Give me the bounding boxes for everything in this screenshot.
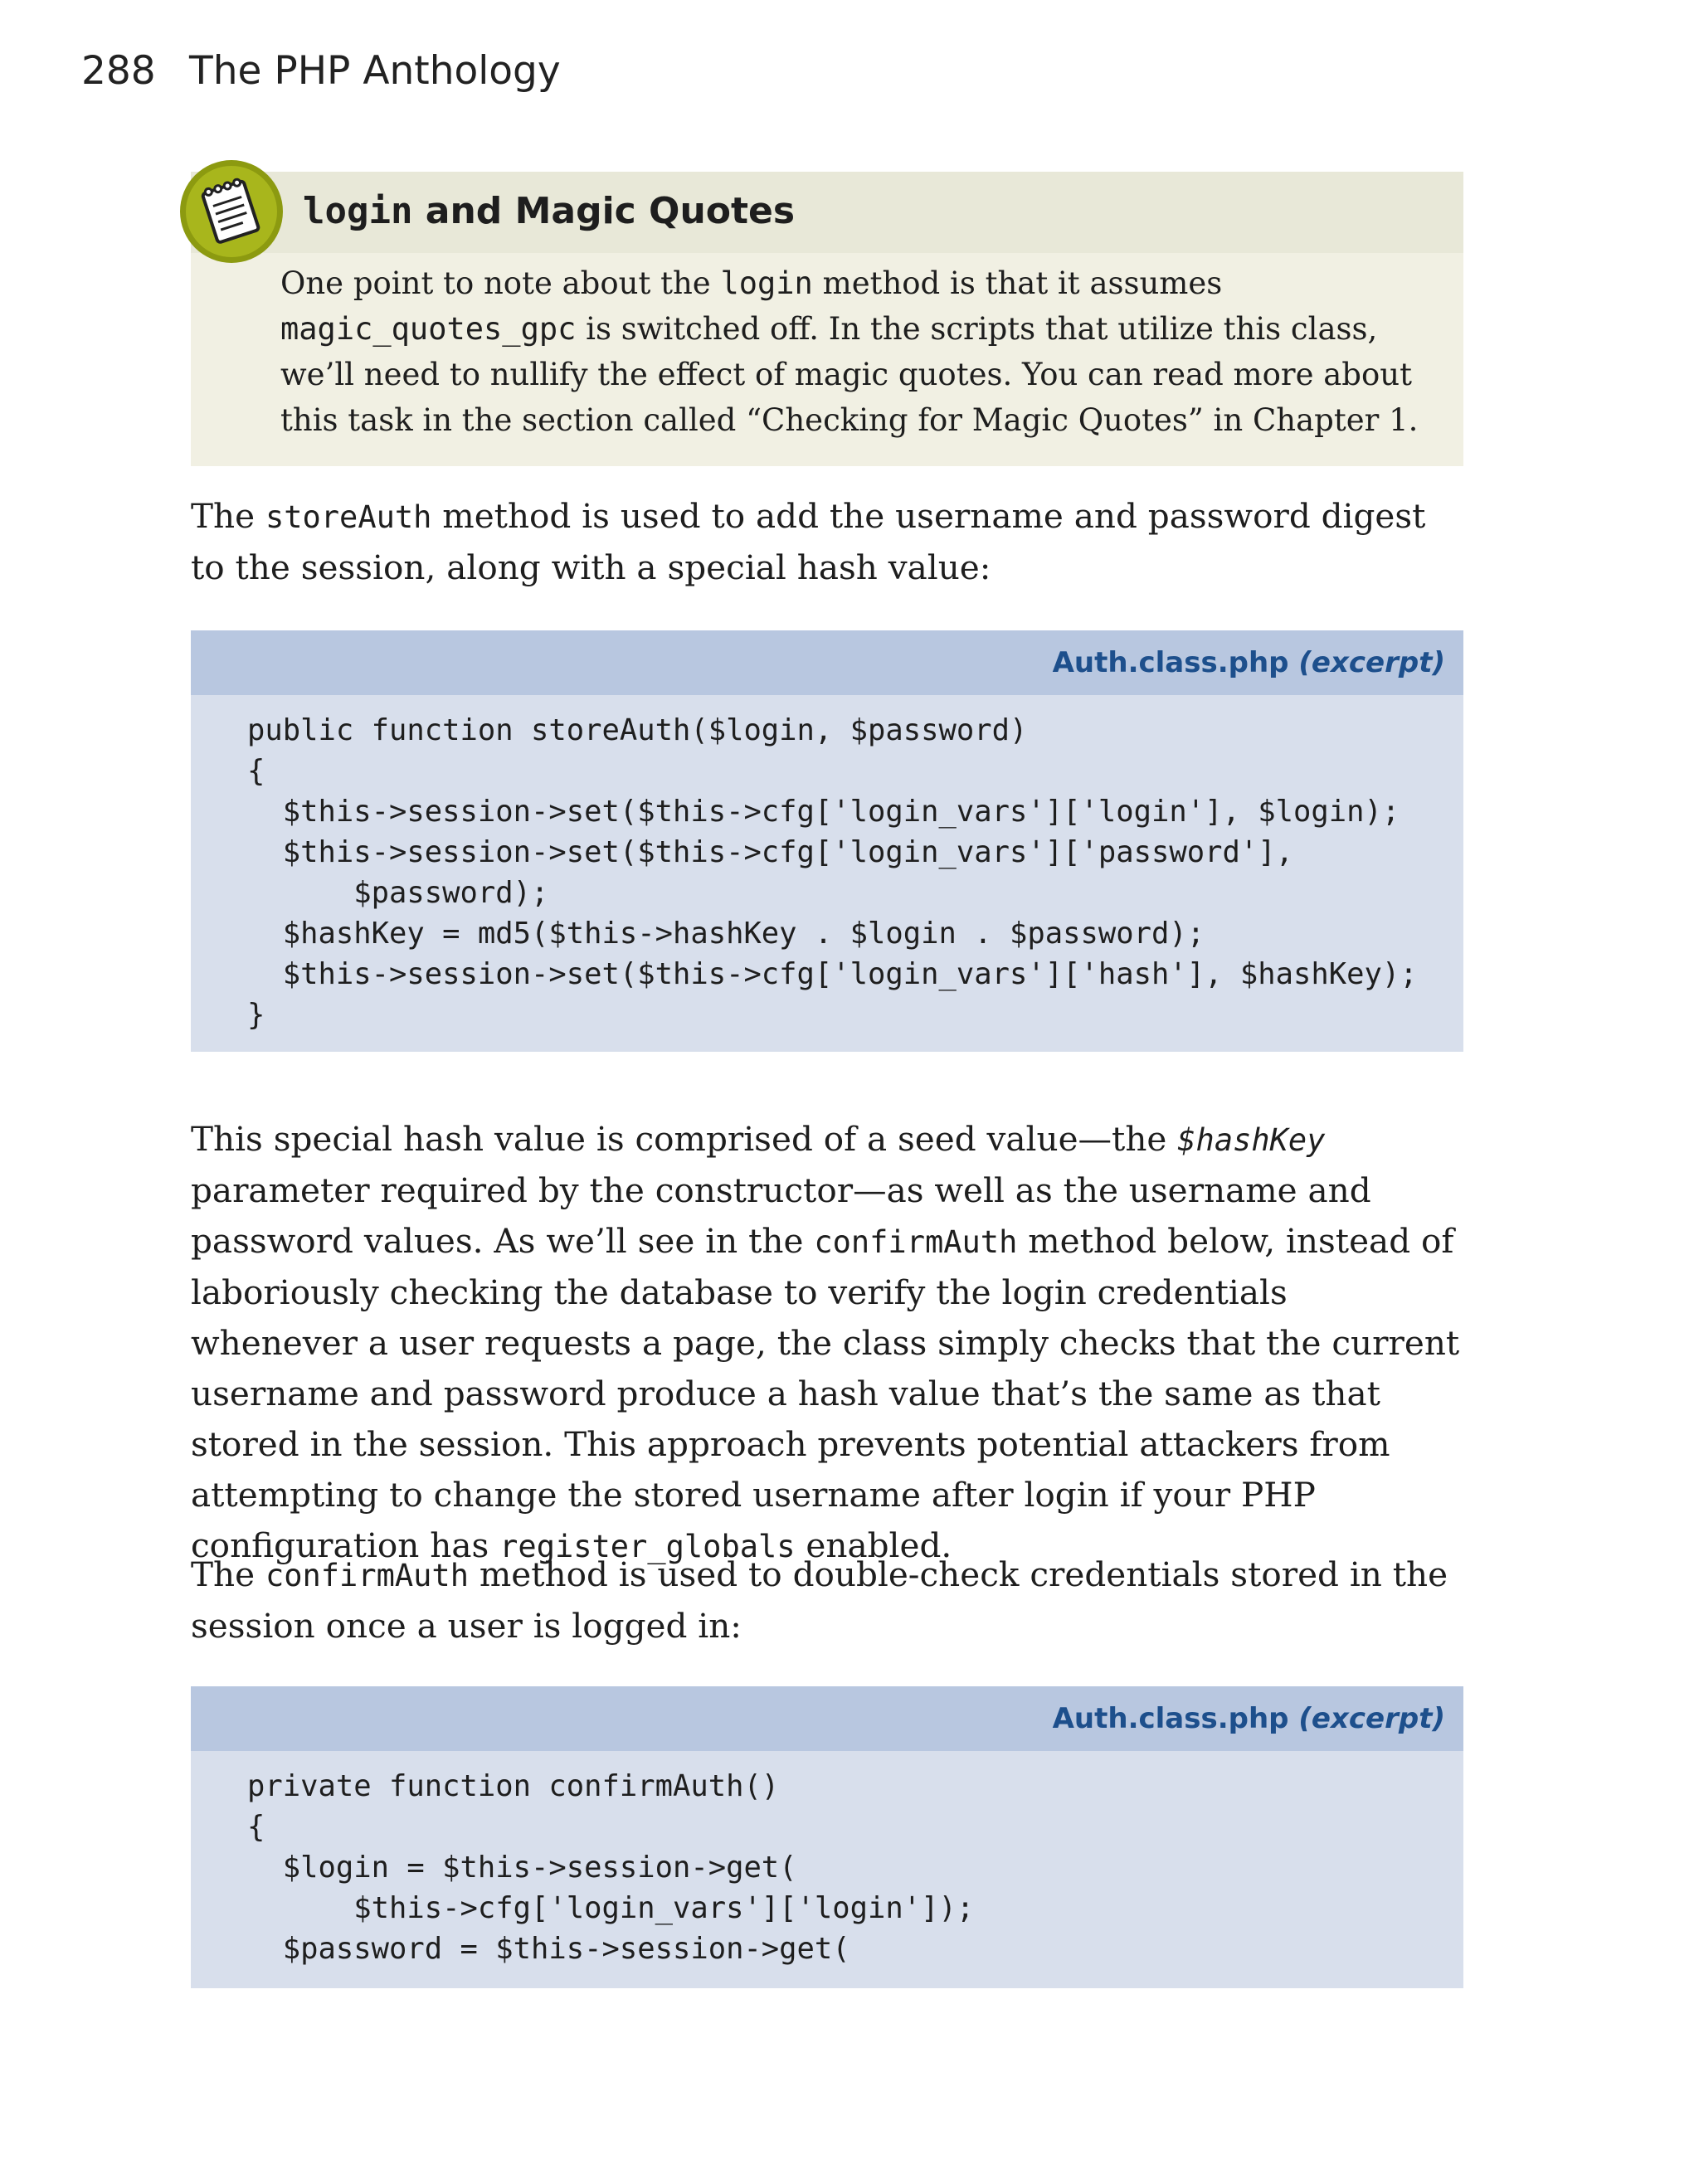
paragraph-text: method below, instead of laboriously checking the database to verify the login credentials whenever a user requests a page, the class simply checks that the current username and password produce a hash value that’s the same as that stored in the session. This approach prevents potential attackers from attempting to change the stored username after login if your PHP configuration has <box>191 1221 1460 1565</box>
paragraph-hash-explanation <box>191 1114 1463 1572</box>
note-box <box>191 172 1463 466</box>
listing-excerpt-label: (excerpt) <box>1298 1702 1445 1735</box>
code-block: private function confirmAuth() { $login = $this->session->get( $this->cfg['login_vars']['login']); $password = $this->session->get( <box>247 1769 975 1966</box>
note-title-text: and Magic Quotes <box>412 190 796 232</box>
paragraph-confirm-auth <box>191 1549 1463 1651</box>
listing-caption <box>191 1686 1463 1751</box>
note-title <box>303 190 795 232</box>
note-text: One point to note about the <box>280 265 721 301</box>
inline-code: storeAuth <box>265 499 432 535</box>
inline-code: register_globals <box>499 1529 796 1564</box>
note-inline-code: magic_quotes_gpc <box>280 311 577 347</box>
code-block: public function storeAuth($login, $password) { $this->session->set($this->cfg['login_vars']['login'], $login); $this->session->set($this->cfg['login_vars']['password'], $password); $hashKey = md5($this->hashKey . $login . $password); $this->session->set($this->cfg['login_vars']['hash'], $hashKey); } <box>247 713 1418 1032</box>
inline-code: $hashKey <box>1177 1122 1326 1158</box>
paragraph-text: The <box>191 1554 265 1594</box>
note-text: method is that it assumes <box>812 265 1223 301</box>
code-listing-confirm-auth <box>191 1686 1463 1988</box>
note-title-code: login <box>303 190 413 232</box>
listing-excerpt-label: (excerpt) <box>1298 646 1445 679</box>
book-title: The PHP Anthology <box>189 48 561 94</box>
note-text: is switched off. In the scripts that utilize this class, we’ll need to nullify the effect of magic quotes. You can read more about this task in the section called “Checking for Magic Quotes” in Chapter 1. <box>280 311 1419 438</box>
code-listing-store-auth <box>191 630 1463 1052</box>
listing-caption <box>191 630 1463 695</box>
notepad-icon <box>179 159 284 264</box>
paragraph-text: enabled. <box>795 1525 952 1565</box>
paragraph-text: parameter required by the constructor—as well as the username and password values. As we’ll see in the <box>191 1170 1371 1261</box>
note-body <box>280 260 1438 443</box>
note-inline-code: login <box>720 265 813 301</box>
running-header <box>81 48 561 98</box>
listing-filename: Auth.class.php <box>1052 646 1289 679</box>
paragraph-text: This special hash value is comprised of a seed value—the <box>191 1119 1178 1159</box>
inline-code: confirmAuth <box>265 1558 469 1593</box>
paragraph-text: method is used to double-check credentials stored in the session once a user is logged in: <box>191 1554 1448 1646</box>
paragraph-text: method is used to add the username and password digest to the session, along with a special hash value: <box>191 496 1426 587</box>
paragraph-store-auth <box>191 491 1463 593</box>
listing-filename: Auth.class.php <box>1052 1702 1289 1735</box>
inline-code: confirmAuth <box>814 1224 1018 1260</box>
page-number: 288 <box>81 48 156 94</box>
paragraph-text: The <box>191 496 265 536</box>
